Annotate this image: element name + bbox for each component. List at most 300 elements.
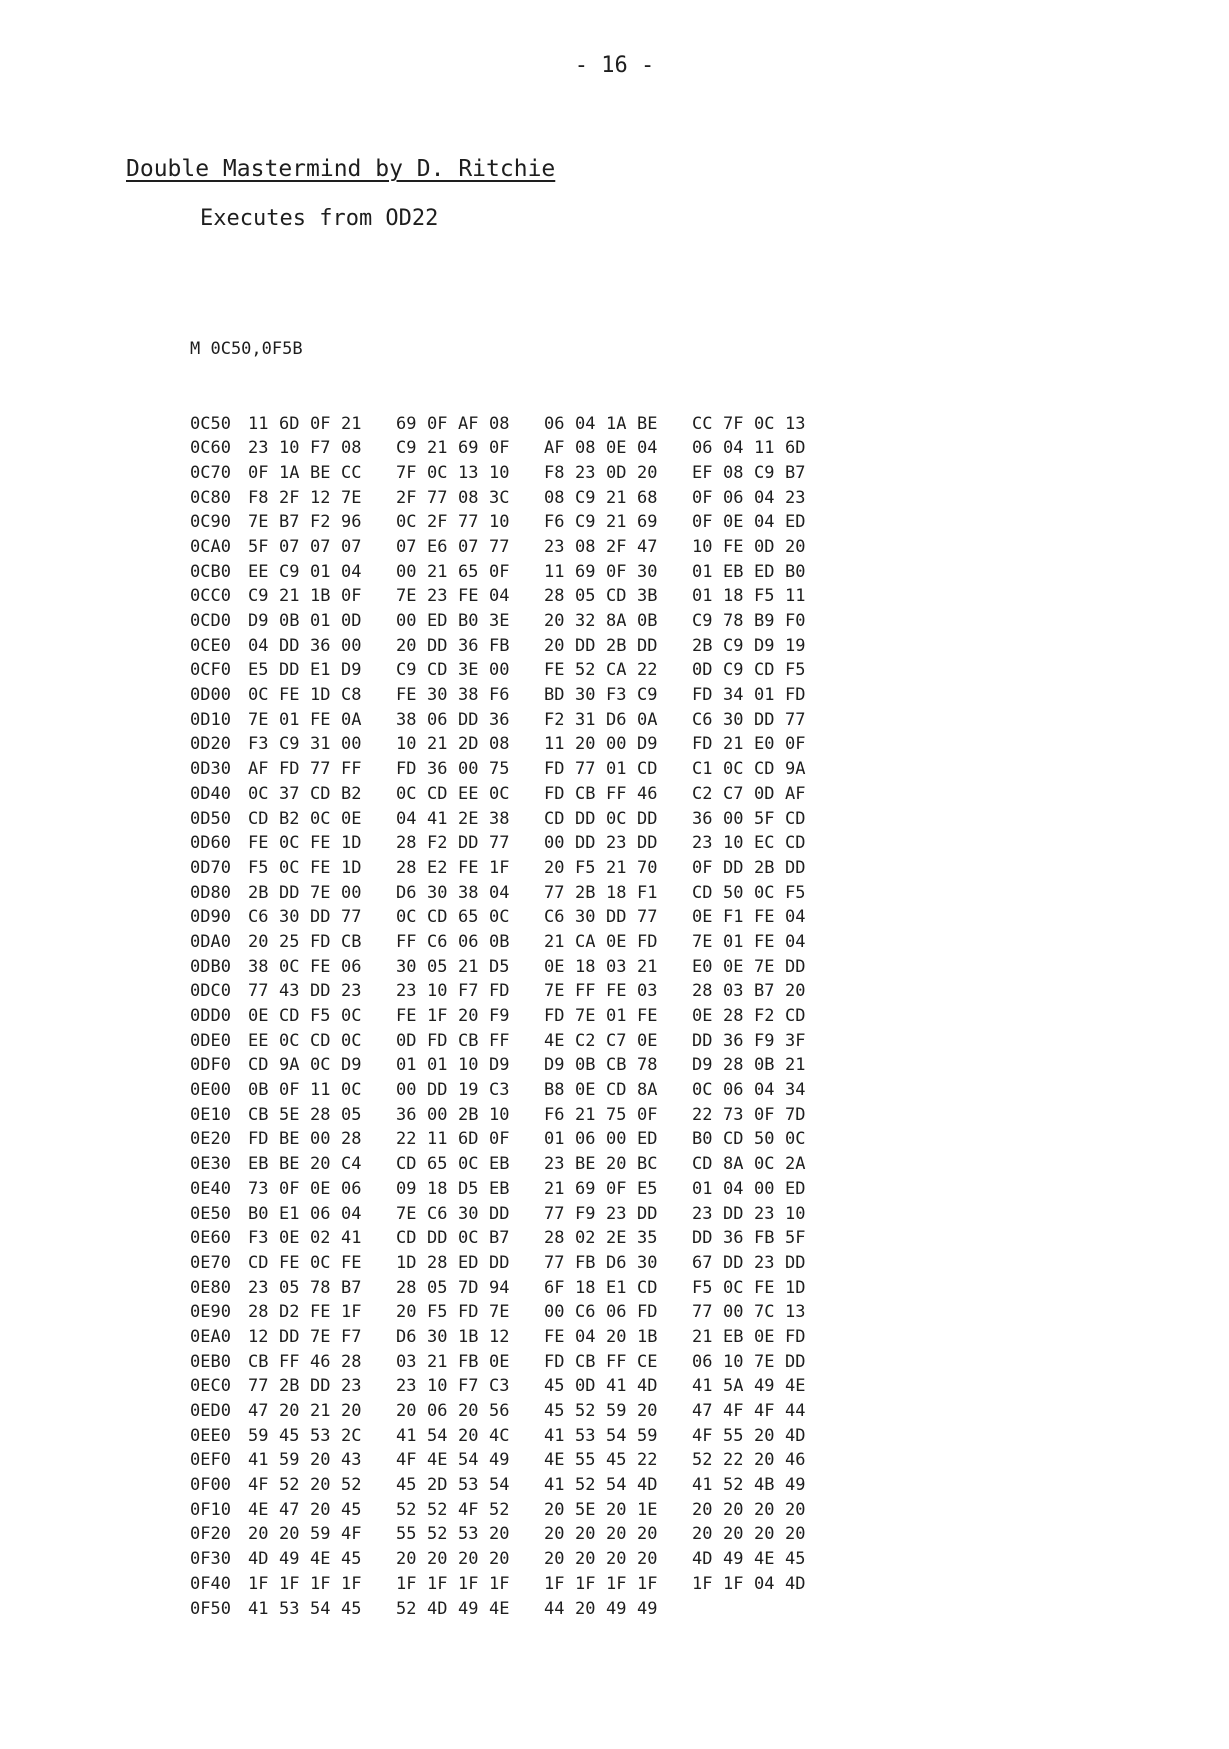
- hex-dump-row: [190, 1226, 816, 1251]
- hex-byte: ED: [785, 512, 806, 533]
- hex-byte: CD: [310, 1030, 331, 1051]
- hex-byte: 8A: [606, 611, 627, 631]
- hex-byte: 05: [279, 1277, 300, 1298]
- hex-byte: 4F: [754, 1401, 775, 1421]
- hex-byte: CD: [785, 833, 806, 854]
- hex-byte: 0B: [489, 931, 510, 952]
- hex-byte: FB: [489, 635, 510, 656]
- row-address: 0C70: [190, 462, 231, 483]
- hex-byte: 3E: [489, 611, 510, 631]
- hex-byte: D9: [754, 635, 775, 656]
- byte-group: [248, 658, 372, 683]
- hex-byte: 52: [723, 1475, 744, 1496]
- hex-byte: FB: [575, 1252, 596, 1273]
- hex-byte: 11: [310, 1080, 331, 1101]
- hex-byte: 37: [279, 783, 300, 804]
- hex-byte: 78: [310, 1277, 331, 1298]
- hex-byte: 75: [606, 1104, 627, 1125]
- hex-byte: FD: [692, 734, 713, 755]
- hex-dump-row: [190, 1152, 816, 1177]
- hex-byte: FD: [248, 1129, 269, 1150]
- byte-group: [544, 1029, 668, 1054]
- hex-byte: D9: [637, 734, 658, 755]
- hex-byte: ED: [754, 561, 775, 582]
- byte-group: [544, 732, 668, 757]
- hex-byte: CD: [754, 759, 775, 780]
- hex-byte: 7E: [692, 931, 713, 952]
- hex-byte: 07: [458, 536, 479, 557]
- hex-byte: 04: [341, 561, 362, 582]
- hex-byte: 20: [785, 536, 806, 557]
- row-address: 0E50: [190, 1203, 231, 1224]
- hex-byte: 47: [692, 1401, 713, 1421]
- hex-byte: 20: [606, 1326, 627, 1347]
- hex-byte: 54: [310, 1598, 331, 1619]
- hex-byte: 8A: [637, 1080, 658, 1101]
- row-address: 0E20: [190, 1129, 231, 1150]
- hex-byte: 7C: [754, 1302, 775, 1323]
- byte-group: [544, 1350, 668, 1375]
- hex-byte: F5: [785, 660, 806, 681]
- hex-byte: FB: [458, 1351, 479, 1372]
- byte-group: [396, 1202, 520, 1227]
- hex-byte: 21: [427, 438, 448, 459]
- row-address: 0F40: [190, 1573, 231, 1594]
- hex-byte: 08: [544, 487, 565, 508]
- hex-byte: CE: [637, 1351, 658, 1372]
- hex-byte: 41: [544, 1425, 565, 1446]
- hex-byte: 00: [754, 1178, 775, 1199]
- hex-byte: 65: [458, 561, 479, 582]
- hex-byte: 21: [458, 956, 479, 977]
- hex-byte: C6: [544, 907, 565, 928]
- hex-byte: D6: [606, 1252, 627, 1273]
- hex-byte: B9: [754, 611, 775, 631]
- hex-byte: 53: [575, 1425, 596, 1446]
- hex-byte: 65: [458, 907, 479, 928]
- hex-byte: BE: [575, 1154, 596, 1175]
- hex-byte: 1F: [279, 1573, 300, 1594]
- hex-byte: 04: [785, 931, 806, 952]
- byte-group: [544, 412, 668, 437]
- hex-byte: 59: [310, 1524, 331, 1545]
- hex-byte: CC: [341, 462, 362, 483]
- row-address: 0CA0: [190, 536, 231, 557]
- hex-dump-row: [190, 757, 816, 782]
- byte-group: [248, 1053, 372, 1078]
- byte-group: [248, 683, 372, 708]
- hex-byte: EB: [489, 1154, 510, 1175]
- hex-byte: 0D: [606, 462, 627, 483]
- byte-group: [692, 1276, 816, 1301]
- hex-byte: F6: [544, 512, 565, 533]
- byte-group: [248, 486, 372, 511]
- byte-group: [544, 1424, 668, 1449]
- hex-dump-row: [190, 1424, 816, 1449]
- hex-byte: 09: [396, 1178, 417, 1199]
- row-address: 0D20: [190, 734, 231, 755]
- byte-group: [692, 1473, 816, 1498]
- hex-byte: C2: [575, 1030, 596, 1051]
- hex-byte: 02: [310, 1228, 331, 1249]
- hex-byte: CD: [248, 1252, 269, 1273]
- hex-byte: DD: [489, 1252, 510, 1273]
- hex-byte: 10: [785, 1203, 806, 1224]
- hex-byte: CD: [427, 783, 448, 804]
- hex-byte: 0F: [279, 1178, 300, 1199]
- hex-byte: 1F: [310, 1573, 331, 1594]
- hex-byte: 77: [341, 907, 362, 928]
- byte-group: [544, 1325, 668, 1350]
- hex-byte: 0C: [341, 1080, 362, 1101]
- hex-byte: 4D: [785, 1573, 806, 1594]
- hex-byte: 0E: [544, 956, 565, 977]
- hex-byte: 0E: [248, 1006, 269, 1026]
- hex-byte: 4F: [341, 1524, 362, 1545]
- hex-byte: 52: [427, 1499, 448, 1520]
- hex-dump-row: [190, 1202, 816, 1227]
- row-address: 0CB0: [190, 561, 231, 582]
- hex-byte: 10: [458, 1055, 479, 1076]
- hex-byte: EC: [754, 833, 775, 854]
- hex-byte: 5F: [248, 536, 269, 557]
- hex-byte: E2: [427, 857, 448, 878]
- hex-byte: 0A: [637, 709, 658, 730]
- byte-group: [692, 1029, 816, 1054]
- hex-byte: B7: [279, 512, 300, 533]
- hex-byte: 01: [692, 586, 713, 607]
- hex-byte: EF: [692, 462, 713, 483]
- hex-byte: CD: [606, 586, 627, 607]
- hex-byte: 23: [341, 981, 362, 1002]
- hex-byte: 4F: [692, 1425, 713, 1446]
- hex-byte: 0E: [692, 907, 713, 928]
- byte-group: [396, 831, 520, 856]
- hex-byte: AF: [248, 759, 269, 780]
- hex-byte: 0F: [489, 438, 510, 459]
- hex-byte: C6: [427, 931, 448, 952]
- hex-byte: DD: [427, 1228, 448, 1249]
- hex-byte: 20: [396, 1549, 417, 1570]
- hex-byte: 23: [754, 1203, 775, 1224]
- hex-byte: 2A: [785, 1154, 806, 1175]
- byte-group: [248, 1597, 372, 1622]
- hex-byte: 96: [341, 512, 362, 533]
- hex-byte: 49: [279, 1549, 300, 1570]
- hex-byte: 52: [575, 1475, 596, 1496]
- hex-byte: 4E: [785, 1376, 806, 1397]
- byte-group: [248, 1547, 372, 1572]
- byte-group: [692, 461, 816, 486]
- hex-byte: E1: [606, 1277, 627, 1298]
- byte-group: [544, 1004, 668, 1029]
- hex-byte: 31: [310, 734, 331, 755]
- hex-byte: 0D: [692, 660, 713, 681]
- hex-byte: 20: [606, 1499, 627, 1520]
- hex-dump-row: [190, 782, 816, 807]
- byte-group: [248, 510, 372, 535]
- hex-byte: 0F: [692, 857, 713, 878]
- hex-byte: CD: [279, 1006, 300, 1026]
- hex-byte: 20: [754, 1524, 775, 1545]
- hex-byte: 23: [692, 833, 713, 854]
- hex-byte: 10: [427, 981, 448, 1002]
- hex-byte: 20: [785, 1524, 806, 1545]
- hex-byte: C3: [489, 1376, 510, 1397]
- hex-byte: E5: [248, 660, 269, 681]
- hex-byte: 38: [248, 956, 269, 977]
- hex-byte: 07: [279, 536, 300, 557]
- hex-byte: 20: [396, 635, 417, 656]
- hex-byte: 06: [544, 413, 565, 434]
- hex-byte: DD: [754, 709, 775, 730]
- hex-byte: 55: [723, 1425, 744, 1446]
- hex-byte: C1: [692, 759, 713, 780]
- hex-byte: 77: [427, 487, 448, 508]
- hex-byte: CD: [396, 1228, 417, 1249]
- hex-byte: CD: [785, 1006, 806, 1026]
- hex-byte: C6: [248, 907, 269, 928]
- byte-group: [692, 1004, 816, 1029]
- hex-byte: 41: [692, 1376, 713, 1397]
- hex-byte: 77: [692, 1302, 713, 1323]
- hex-byte: 11: [754, 438, 775, 459]
- hex-byte: 77: [544, 1203, 565, 1224]
- byte-group: [248, 1325, 372, 1350]
- hex-byte: 00: [606, 1129, 627, 1150]
- hex-byte: 77: [248, 981, 269, 1002]
- hex-byte: 11: [785, 586, 806, 607]
- hex-dump-row: [190, 436, 816, 461]
- hex-byte: 0B: [637, 611, 658, 631]
- byte-group: [692, 683, 816, 708]
- hex-byte: 0F: [637, 1104, 658, 1125]
- byte-group: [396, 1424, 520, 1449]
- hex-byte: 0C: [692, 1080, 713, 1101]
- hex-byte: DD: [310, 981, 331, 1002]
- byte-group: [544, 1473, 668, 1498]
- byte-group: [248, 412, 372, 437]
- byte-group: [396, 1004, 520, 1029]
- hex-byte: 54: [427, 1425, 448, 1446]
- hex-byte: FE: [637, 1006, 658, 1026]
- hex-byte: 08: [723, 462, 744, 483]
- byte-group: [396, 955, 520, 980]
- hex-byte: 59: [637, 1425, 658, 1446]
- hex-byte: 08: [575, 438, 596, 459]
- hex-dump-row: [190, 1399, 816, 1424]
- hex-byte: EB: [489, 1178, 510, 1199]
- hex-dump-row: [190, 1103, 816, 1128]
- byte-group: [544, 560, 668, 585]
- hex-byte: 19: [785, 635, 806, 656]
- hex-byte: 30: [279, 907, 300, 928]
- hex-byte: F5: [575, 857, 596, 878]
- hex-byte: 04: [489, 586, 510, 607]
- hex-byte: 52: [575, 1401, 596, 1421]
- hex-byte: 20: [575, 734, 596, 755]
- hex-byte: FB: [754, 1228, 775, 1249]
- hex-byte: 36: [723, 1228, 744, 1249]
- hex-byte: 0F: [341, 586, 362, 607]
- row-address: 0EF0: [190, 1450, 231, 1471]
- hex-byte: 1F: [606, 1573, 627, 1594]
- row-address: 0D50: [190, 808, 231, 829]
- row-address: 0DD0: [190, 1006, 231, 1026]
- hex-byte: 49: [785, 1475, 806, 1496]
- hex-byte: 46: [310, 1351, 331, 1372]
- byte-group: [692, 1152, 816, 1177]
- hex-byte: 7E: [248, 709, 269, 730]
- hex-byte: 36: [427, 759, 448, 780]
- byte-group: [396, 1399, 520, 1424]
- row-address: 0F30: [190, 1549, 231, 1570]
- hex-byte: 21: [341, 413, 362, 434]
- hex-byte: B7: [341, 1277, 362, 1298]
- hex-byte: FD: [637, 931, 658, 952]
- hex-byte: 4E: [427, 1450, 448, 1471]
- byte-group: [248, 1399, 372, 1424]
- byte-group: [692, 1053, 816, 1078]
- hex-byte: 01: [279, 709, 300, 730]
- hex-byte: 06: [723, 487, 744, 508]
- byte-group: [544, 1448, 668, 1473]
- hex-byte: 0C: [785, 1129, 806, 1150]
- byte-group: [544, 807, 668, 832]
- hex-byte: 1F: [575, 1573, 596, 1594]
- hex-byte: 01: [692, 1178, 713, 1199]
- hex-byte: 45: [396, 1475, 417, 1496]
- hex-byte: 49: [458, 1598, 479, 1619]
- hex-byte: 45: [341, 1598, 362, 1619]
- hex-byte: 0C: [279, 956, 300, 977]
- hex-byte: 22: [692, 1104, 713, 1125]
- row-address: 0ED0: [190, 1401, 231, 1421]
- hex-byte: F0: [785, 611, 806, 631]
- byte-group: [248, 1374, 372, 1399]
- hex-byte: 21: [427, 561, 448, 582]
- hex-byte: 00: [396, 611, 417, 631]
- byte-group: [544, 1226, 668, 1251]
- hex-byte: F2: [544, 709, 565, 730]
- hex-byte: 1D: [396, 1252, 417, 1273]
- hex-byte: 36: [310, 635, 331, 656]
- byte-group: [248, 1226, 372, 1251]
- byte-group: [544, 634, 668, 659]
- hex-byte: CD: [396, 1154, 417, 1175]
- hex-byte: 3C: [489, 487, 510, 508]
- hex-byte: B7: [489, 1228, 510, 1249]
- byte-group: [396, 609, 520, 634]
- hex-byte: 6F: [544, 1277, 565, 1298]
- hex-dump-row: [190, 708, 816, 733]
- byte-group: [544, 831, 668, 856]
- byte-group: [396, 486, 520, 511]
- hex-byte: 4E: [248, 1499, 269, 1520]
- hex-byte: 30: [723, 709, 744, 730]
- hex-byte: 10: [723, 1351, 744, 1372]
- byte-group: [544, 905, 668, 930]
- byte-group: [544, 510, 668, 535]
- hex-byte: AF: [785, 783, 806, 804]
- hex-byte: 20: [637, 1401, 658, 1421]
- byte-group: [692, 1424, 816, 1449]
- hex-byte: B0: [785, 561, 806, 582]
- byte-group: [396, 1448, 520, 1473]
- byte-group: [692, 1226, 816, 1251]
- hex-byte: 03: [723, 981, 744, 1002]
- byte-group: [692, 1177, 816, 1202]
- byte-group: [248, 1522, 372, 1547]
- row-address: 0DA0: [190, 931, 231, 952]
- hex-byte: CB: [248, 1104, 269, 1125]
- hex-dump-row: [190, 1522, 816, 1547]
- hex-byte: 59: [248, 1425, 269, 1446]
- byte-group: [692, 930, 816, 955]
- hex-byte: C9: [396, 660, 417, 681]
- hex-byte: 5E: [575, 1499, 596, 1520]
- hex-byte: 19: [458, 1080, 479, 1101]
- hex-byte: CD: [606, 1080, 627, 1101]
- hex-byte: 5E: [279, 1104, 300, 1125]
- hex-byte: 01: [310, 611, 331, 631]
- hex-byte: 0F: [692, 512, 713, 533]
- hex-byte: 1D: [341, 833, 362, 854]
- hex-byte: EE: [248, 1030, 269, 1051]
- hex-byte: F2: [754, 1006, 775, 1026]
- hex-byte: 4D: [637, 1376, 658, 1397]
- hex-byte: 0B: [575, 1055, 596, 1076]
- byte-group: [692, 1572, 816, 1597]
- hex-byte: D6: [396, 882, 417, 903]
- hex-byte: 20: [489, 1549, 510, 1570]
- hex-byte: CA: [606, 660, 627, 681]
- hex-byte: 65: [427, 1154, 448, 1175]
- hex-byte: 2D: [458, 734, 479, 755]
- hex-byte: 1F: [396, 1573, 417, 1594]
- hex-byte: 04: [785, 907, 806, 928]
- hex-byte: 00: [310, 1129, 331, 1150]
- hex-dump-row: [190, 1127, 816, 1152]
- hex-byte: 7E: [396, 1203, 417, 1224]
- byte-group: [248, 856, 372, 881]
- hex-byte: F7: [341, 1326, 362, 1347]
- hex-byte: 20: [606, 1549, 627, 1570]
- hex-byte: DD: [279, 1326, 300, 1347]
- hex-byte: B0: [692, 1129, 713, 1150]
- byte-group: [248, 708, 372, 733]
- byte-group: [396, 1078, 520, 1103]
- hex-byte: CD: [785, 808, 806, 829]
- hex-byte: 69: [458, 438, 479, 459]
- hex-dump-row: [190, 1004, 816, 1029]
- hex-dump-row: [190, 461, 816, 486]
- byte-group: [544, 708, 668, 733]
- hex-byte: 01: [427, 1055, 448, 1076]
- hex-byte: 01: [396, 1055, 417, 1076]
- byte-group: [692, 708, 816, 733]
- hex-byte: 5F: [785, 1228, 806, 1249]
- hex-byte: FE: [310, 857, 331, 878]
- hex-byte: 54: [489, 1475, 510, 1496]
- hex-byte: 1F: [489, 857, 510, 878]
- hex-byte: 04: [248, 635, 269, 656]
- hex-byte: 77: [637, 907, 658, 928]
- hex-byte: FD: [396, 759, 417, 780]
- hex-dump-row: [190, 1251, 816, 1276]
- hex-byte: 1F: [458, 1573, 479, 1594]
- hex-byte: 0C: [489, 783, 510, 804]
